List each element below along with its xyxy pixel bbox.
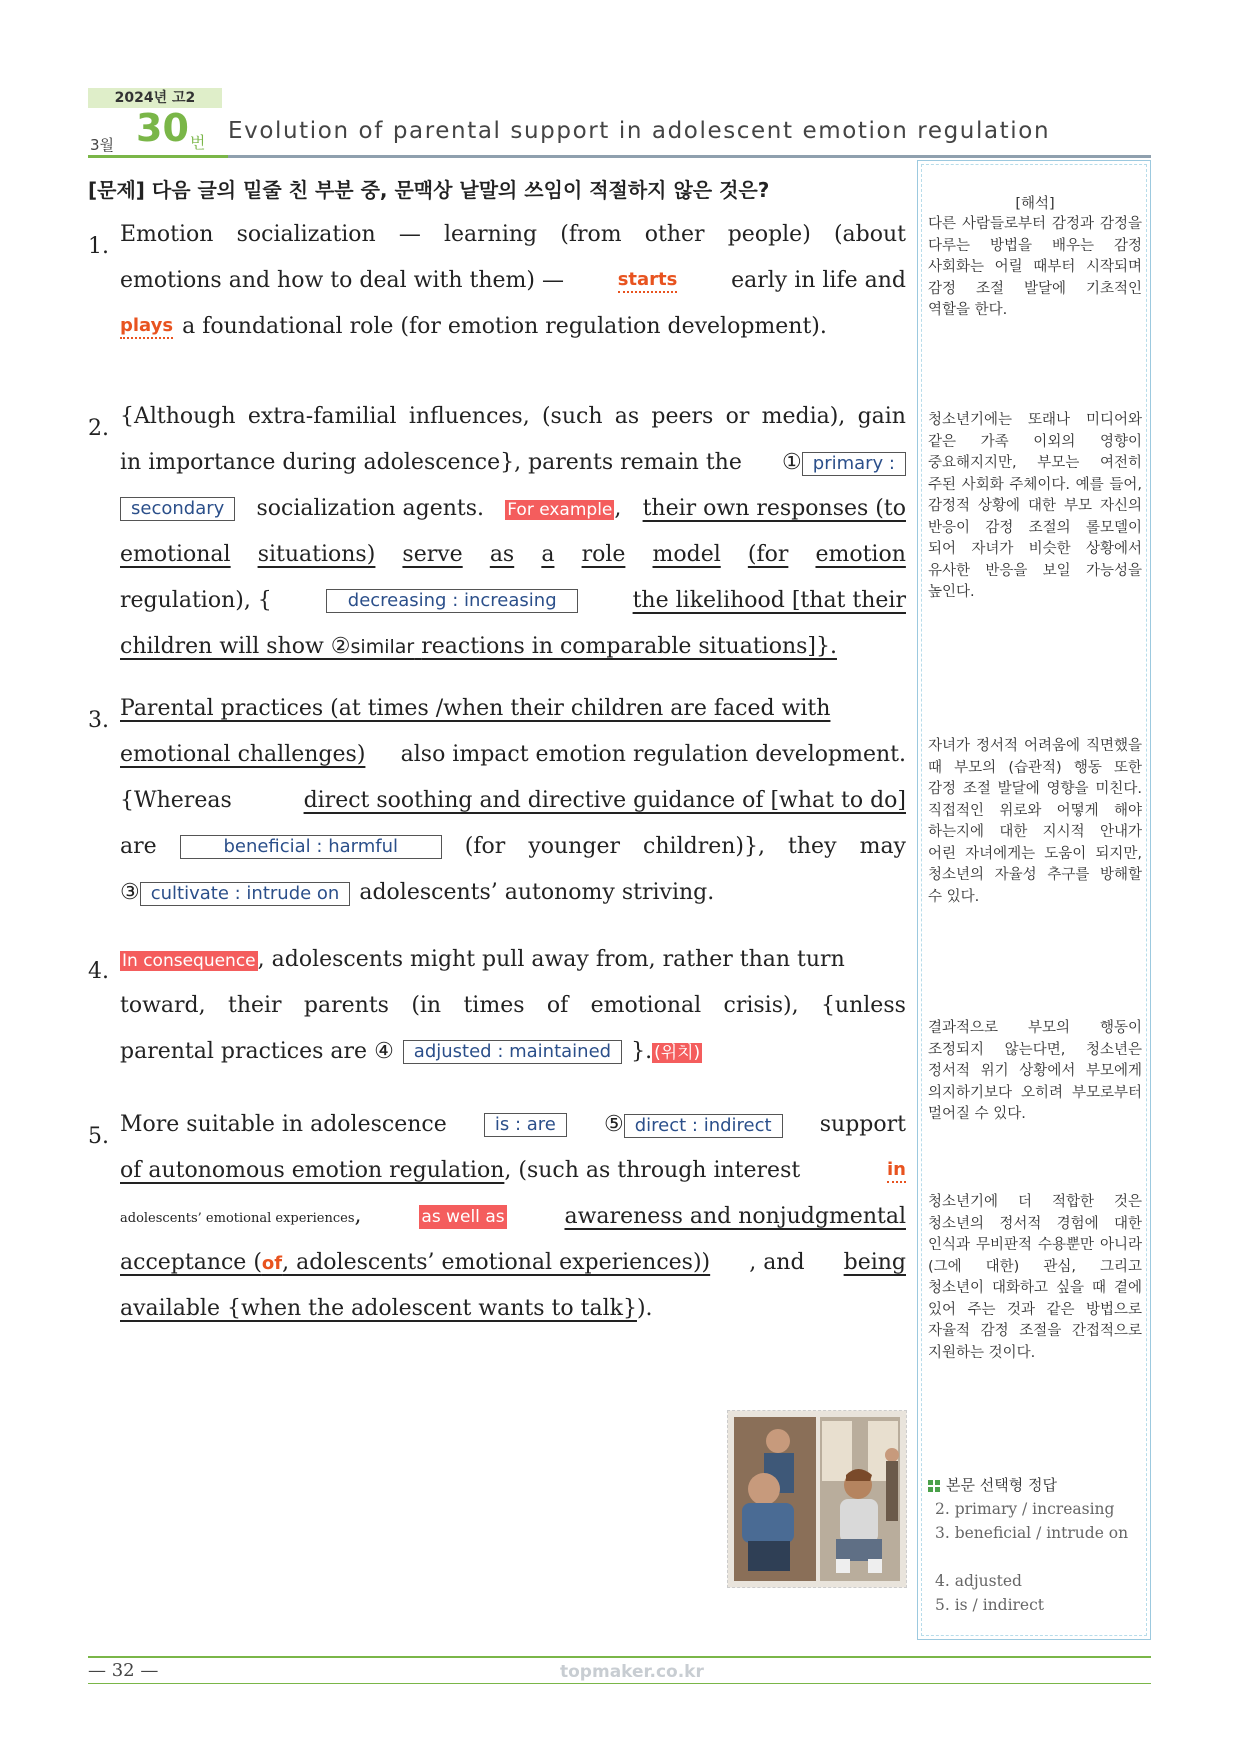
question-text: [문제] 다음 글의 밑줄 친 부분 중, 문맥상 낱말의 쓰임이 적절하지 않은 것은?	[88, 178, 770, 202]
p5-line-1: More suitable in adolescence is : are ⑤ direct : indirect support	[120, 1112, 906, 1137]
answer-2: 2. primary / increasing	[935, 1500, 1115, 1518]
site-watermark: topmaker.co.kr	[560, 1662, 704, 1682]
choice-box-cultivate: cultivate : intrude on	[140, 882, 351, 906]
word-in: in	[887, 1159, 906, 1183]
answer-3: 3. beneficial / intrude on	[935, 1524, 1129, 1542]
p4-line-2: toward, their parents (in times of emotional crisis), {unless	[120, 993, 906, 1018]
p3-line-4: are beneficial : harmful (for younger children)}, they may	[120, 834, 906, 859]
header-divider	[88, 155, 1151, 158]
paragraph-number: 2.	[88, 416, 109, 441]
choice-plays: plays	[120, 315, 173, 339]
p3-line-3: {Whereas direct soothing and directive guidance of [what to do]	[120, 788, 906, 813]
choice-box-adjusted: adjusted : maintained	[403, 1040, 622, 1064]
translation-4: 결과적으로 부모의 행동이 조정되지 않는다면, 청소년은 정서적 위기 상황에서 부모에게 의지하기보다 오히려 부모로부터 멀어질 수 있다.	[928, 1020, 1142, 1122]
footer-divider	[88, 1656, 1151, 1658]
question-number: 30	[136, 106, 189, 150]
question-number-suffix: 번	[190, 133, 206, 152]
p1-line-1: Emotion socialization — learning (from other people) (about	[120, 222, 906, 247]
header-divider-accent	[88, 155, 228, 158]
translation-1: 다른 사람들로부터 감정과 감정을 다루는 방법을 배우는 감정 사회화는 어릴 때부터 시작되며 감정 조절 발달에 기초적인 역할을 한다.	[928, 216, 1142, 318]
choice-box-direct: direct : indirect	[624, 1114, 783, 1138]
paragraph-number: 4.	[88, 959, 109, 984]
paragraph-number: 1.	[88, 234, 109, 259]
p2-line-3: secondary socialization agents. For example, their own responses (to	[88, 486, 906, 532]
p2-line-4: emotional situations) serve as a role model (for emotion	[120, 542, 906, 567]
p3-line-2: emotional challenges) also impact emotion regulation development.	[120, 742, 906, 767]
p3-line-5: ③ cultivate : intrude on adolescents’ autonomy striving.	[120, 880, 715, 905]
word-of: of	[261, 1253, 283, 1274]
connector-highlight: In consequence	[122, 951, 256, 971]
p4-line-1: In consequence, adolescents might pull away from, rather than turn	[122, 947, 845, 972]
choice-box-is-are: is : are	[484, 1113, 567, 1137]
grid-icon	[928, 1480, 940, 1492]
p5-line-2: of autonomous emotion regulation, (such as through interest in	[120, 1158, 906, 1183]
paragraph-number: 5.	[88, 1124, 109, 1149]
paragraph-3	[88, 686, 906, 916]
answers-heading: 본문 선택형 정답	[928, 1474, 1057, 1495]
translation-2: 청소년기에는 또래나 미디어와 같은 가족 이외의 영향이 중요해지지만, 부모는 여전히 주된 사회화 주체이다. 예를 들어, 감정적 상황에 대한 부모 자신의 반응이 감정 조절의 롤모델이 되어 자녀가 비슷한 상황에서 유사한 반응을 보일 가능성을 높인다.	[928, 412, 1142, 600]
choice-box-1b: secondary	[120, 497, 235, 521]
p5-line-4: acceptance (of, adolescents’ emotional experiences)) , and being	[120, 1250, 906, 1275]
p1-line-3: plays a foundational role (for emotion regulation development).	[120, 314, 827, 339]
translation-5: 청소년기에 더 적합한 것은 청소년의 정서적 경험에 대한 인식과 무비판적 수용뿐만 아니라 (그에 대한) 관심, 그리고 청소년이 대화하고 싶을 때 곁에 있어 주는 것과 같은 방법으로 자율적 감정 조절을 간접적으로 지원하는 것이다.	[928, 1194, 1142, 1361]
p2-line-2: in importance during adolescence}, parents remain the ① primary :	[88, 440, 906, 486]
paragraph-1	[88, 212, 906, 350]
p2-line-6: children will show ②similar reactions in comparable situations]}.	[120, 634, 837, 659]
position-marker: (위치)	[654, 1043, 701, 1063]
grade-tag: 2024년 고2	[88, 88, 222, 108]
answer-4: 4. adjusted	[935, 1572, 1022, 1590]
paragraph-5	[88, 1102, 906, 1332]
p2-line-1: {Although extra-familial influences, (such as peers or media), gain	[120, 404, 906, 429]
p1-line-2: emotions and how to deal with them) — starts early in life and	[120, 268, 906, 293]
choice-box-beneficial: beneficial : harmful	[180, 835, 442, 859]
connector-highlight: For example	[507, 500, 613, 520]
choice-box-1a: primary :	[802, 452, 906, 476]
choice-starts: starts	[618, 269, 678, 293]
translation-3: 자녀가 정서적 어려움에 직면했을 때 부모의 (습관적) 행동 또한 감정 조절 발달에 영향을 미친다. 직접적인 위로와 어떻게 해야 하는지에 대한 지시적 안내가 어린 자녀에게는 도움이 되지만, 청소년의 자율성 추구를 방해할 수 있다.	[928, 738, 1142, 905]
p2-line-5: regulation), { decreasing : increasing the likelihood [that their	[120, 588, 906, 613]
answer-5: 5. is / indirect	[935, 1596, 1045, 1614]
phrase-as-well-as: as well as	[421, 1207, 505, 1227]
page-title: Evolution of parental support in adolescent emotion regulation	[228, 118, 1051, 144]
p3-line-1: Parental practices (at times /when their children are faced with	[120, 696, 831, 721]
paragraph-4	[88, 937, 906, 1075]
p4-line-3: parental practices are ④ adjusted : maintained }. (위치)	[120, 1039, 701, 1064]
choice-box-decreasing: decreasing : increasing	[326, 589, 578, 613]
footer-divider-bottom	[88, 1683, 1151, 1684]
paragraph-2	[88, 394, 906, 670]
p5-line-5: available {when the adolescent wants to talk}).	[120, 1296, 653, 1321]
choice-similar: similar	[350, 636, 415, 658]
page-number: — 32 —	[88, 1660, 159, 1681]
translation-heading: [해석]	[1015, 196, 1055, 212]
paragraph-number: 3.	[88, 708, 109, 733]
illustration-image	[727, 1410, 907, 1588]
p5-line-3: adolescents’ emotional experiences, as well as awareness and nonjudgmental	[120, 1202, 906, 1229]
month-label: 3월	[90, 136, 115, 154]
